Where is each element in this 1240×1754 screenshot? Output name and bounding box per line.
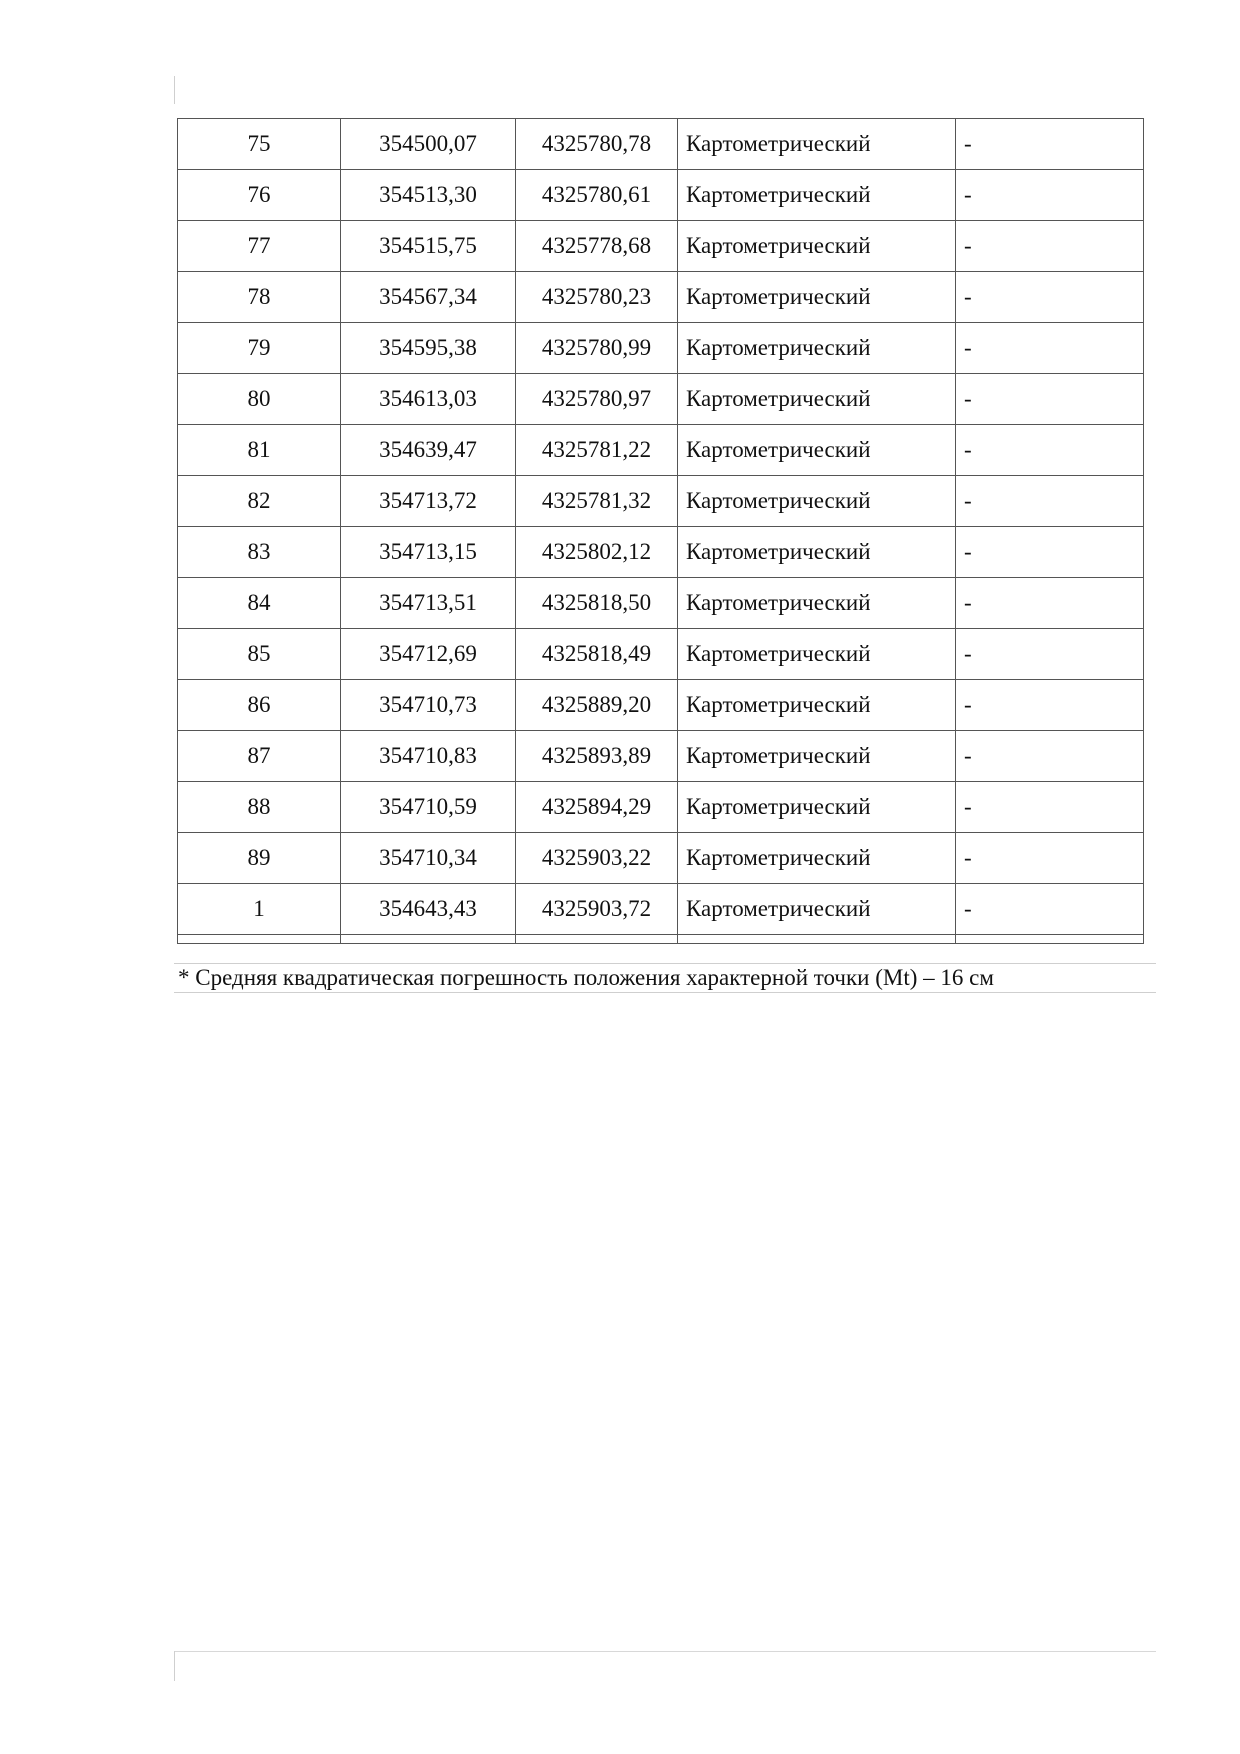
- point-number-cell: 89: [178, 833, 341, 884]
- method-cell: Картометрический: [678, 578, 956, 629]
- table-row: [178, 527, 1144, 578]
- coordinates-table-body: [178, 119, 1144, 944]
- x-coordinate-cell: 354639,47: [341, 425, 516, 476]
- accuracy-cell: -: [956, 833, 1144, 884]
- y-coordinate-cell: 4325780,23: [516, 272, 678, 323]
- table-row: [178, 833, 1144, 884]
- method-cell: Картометрический: [678, 884, 956, 935]
- y-coordinate-cell: 4325781,32: [516, 476, 678, 527]
- method-cell: Картометрический: [678, 782, 956, 833]
- point-number-cell: 1: [178, 884, 341, 935]
- point-number-cell: 87: [178, 731, 341, 782]
- y-coordinate-cell: 4325780,61: [516, 170, 678, 221]
- y-coordinate-cell: 4325781,22: [516, 425, 678, 476]
- method-cell: Картометрический: [678, 374, 956, 425]
- accuracy-cell: -: [956, 272, 1144, 323]
- y-coordinate-cell: 4325780,97: [516, 374, 678, 425]
- y-coordinate-cell: 4325818,49: [516, 629, 678, 680]
- method-cell: Картометрический: [678, 221, 956, 272]
- y-coordinate-cell: 4325780,99: [516, 323, 678, 374]
- y-coordinate-cell: 4325802,12: [516, 527, 678, 578]
- method-cell: Картометрический: [678, 425, 956, 476]
- table-row: [178, 629, 1144, 680]
- table-row: [178, 119, 1144, 170]
- accuracy-cell: -: [956, 476, 1144, 527]
- accuracy-cell: -: [956, 884, 1144, 935]
- method-cell: Картометрический: [678, 680, 956, 731]
- x-coordinate-cell: 354643,43: [341, 884, 516, 935]
- y-coordinate-cell: 4325903,72: [516, 884, 678, 935]
- table-row: [178, 221, 1144, 272]
- x-coordinate-cell: 354710,34: [341, 833, 516, 884]
- table-tail-cell: [956, 935, 1144, 944]
- page-margin-mark-top: [174, 76, 175, 104]
- table-row: [178, 680, 1144, 731]
- x-coordinate-cell: 354613,03: [341, 374, 516, 425]
- x-coordinate-cell: 354710,73: [341, 680, 516, 731]
- point-number-cell: 78: [178, 272, 341, 323]
- accuracy-cell: -: [956, 680, 1144, 731]
- point-number-cell: 76: [178, 170, 341, 221]
- table-row: [178, 374, 1144, 425]
- page-margin-mark-bottom-line: [174, 1651, 1156, 1652]
- page-margin-mark-bottom: [174, 1651, 175, 1681]
- x-coordinate-cell: 354713,51: [341, 578, 516, 629]
- table-row: [178, 170, 1144, 221]
- table-tail-row: [178, 935, 1144, 944]
- accuracy-cell: -: [956, 221, 1144, 272]
- point-number-cell: 83: [178, 527, 341, 578]
- table-row: [178, 323, 1144, 374]
- accuracy-cell: -: [956, 425, 1144, 476]
- accuracy-cell: -: [956, 119, 1144, 170]
- y-coordinate-cell: 4325780,78: [516, 119, 678, 170]
- x-coordinate-cell: 354595,38: [341, 323, 516, 374]
- point-number-cell: 80: [178, 374, 341, 425]
- table-tail-cell: [178, 935, 341, 944]
- method-cell: Картометрический: [678, 323, 956, 374]
- y-coordinate-cell: 4325889,20: [516, 680, 678, 731]
- x-coordinate-cell: 354710,59: [341, 782, 516, 833]
- accuracy-cell: -: [956, 782, 1144, 833]
- method-cell: Картометрический: [678, 731, 956, 782]
- accuracy-cell: -: [956, 323, 1144, 374]
- x-coordinate-cell: 354713,72: [341, 476, 516, 527]
- footnote-divider-bottom: [174, 992, 1156, 993]
- x-coordinate-cell: 354513,30: [341, 170, 516, 221]
- method-cell: Картометрический: [678, 476, 956, 527]
- method-cell: Картометрический: [678, 629, 956, 680]
- accuracy-cell: -: [956, 629, 1144, 680]
- point-number-cell: 82: [178, 476, 341, 527]
- method-cell: Картометрический: [678, 527, 956, 578]
- method-cell: Картометрический: [678, 833, 956, 884]
- method-cell: Картометрический: [678, 119, 956, 170]
- method-cell: Картометрический: [678, 272, 956, 323]
- accuracy-cell: -: [956, 527, 1144, 578]
- y-coordinate-cell: 4325893,89: [516, 731, 678, 782]
- x-coordinate-cell: 354713,15: [341, 527, 516, 578]
- coordinates-table: [177, 118, 1144, 944]
- table-tail-cell: [516, 935, 678, 944]
- table-row: [178, 884, 1144, 935]
- x-coordinate-cell: 354515,75: [341, 221, 516, 272]
- point-number-cell: 84: [178, 578, 341, 629]
- x-coordinate-cell: 354712,69: [341, 629, 516, 680]
- point-number-cell: 75: [178, 119, 341, 170]
- point-number-cell: 86: [178, 680, 341, 731]
- x-coordinate-cell: 354500,07: [341, 119, 516, 170]
- table-row: [178, 476, 1144, 527]
- point-number-cell: 85: [178, 629, 341, 680]
- y-coordinate-cell: 4325894,29: [516, 782, 678, 833]
- point-number-cell: 81: [178, 425, 341, 476]
- point-number-cell: 79: [178, 323, 341, 374]
- accuracy-cell: -: [956, 374, 1144, 425]
- table-row: [178, 578, 1144, 629]
- footnote-accuracy: * Средняя квадратическая погрешность положения характерной точки (Mt) – 16 см: [178, 965, 994, 990]
- table-row: [178, 425, 1144, 476]
- table-row: [178, 782, 1144, 833]
- table-tail-cell: [678, 935, 956, 944]
- y-coordinate-cell: 4325903,22: [516, 833, 678, 884]
- table-row: [178, 731, 1144, 782]
- y-coordinate-cell: 4325818,50: [516, 578, 678, 629]
- point-number-cell: 88: [178, 782, 341, 833]
- table-row: [178, 272, 1144, 323]
- accuracy-cell: -: [956, 731, 1144, 782]
- x-coordinate-cell: 354567,34: [341, 272, 516, 323]
- point-number-cell: 77: [178, 221, 341, 272]
- method-cell: Картометрический: [678, 170, 956, 221]
- y-coordinate-cell: 4325778,68: [516, 221, 678, 272]
- table-tail-cell: [341, 935, 516, 944]
- accuracy-cell: -: [956, 578, 1144, 629]
- accuracy-cell: -: [956, 170, 1144, 221]
- x-coordinate-cell: 354710,83: [341, 731, 516, 782]
